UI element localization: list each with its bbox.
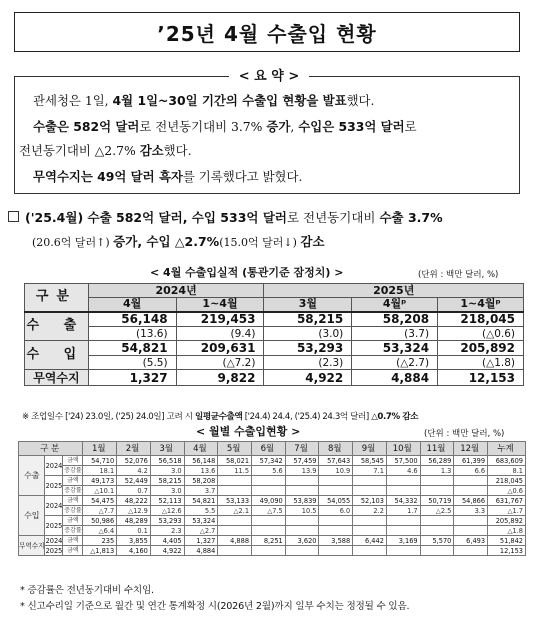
table1-cell: 219,453: [176, 312, 264, 327]
table1-rate-cell: (3.7): [352, 327, 438, 341]
summary-text: 를 기록했다고 밝혔다.: [182, 169, 303, 184]
table2-cell: [218, 526, 252, 536]
table2-month-header: 10월: [386, 442, 420, 456]
summary-bold-text: 증가: [266, 119, 291, 134]
table1-unit: (단위 : 백만 달러, %): [418, 270, 499, 280]
table2-category: 수입: [19, 496, 45, 536]
table2-cell: [218, 546, 252, 556]
table2-cell: △12.6: [150, 506, 184, 516]
table2-kind: 증감률: [64, 486, 82, 494]
table2-cell: [353, 546, 387, 556]
table2-cell: 3.0: [150, 466, 184, 476]
table2-year: 2025: [45, 516, 63, 536]
table2-cell: [454, 546, 488, 556]
checkbox-icon: [8, 211, 19, 222]
table2-cell: [420, 526, 454, 536]
table2-month-header: 누계: [488, 442, 526, 456]
table2-cell: 52,103: [353, 496, 387, 506]
table2-cell: 49,090: [252, 496, 286, 506]
footnote-1: * 증감률은 전년동기대비 수치임.: [20, 585, 154, 596]
table2-row: [19, 466, 526, 476]
bullet-text: (15.0억 달러↓): [219, 236, 301, 249]
table1-cell: 1,327: [88, 370, 176, 386]
table2-cell: △1.7: [488, 506, 526, 516]
table2-cell: [252, 476, 286, 486]
table2-cell: [285, 486, 319, 496]
table2-cell: 4,405: [150, 536, 184, 546]
table2-cell: [353, 526, 387, 536]
table2-cell: [319, 526, 353, 536]
table2-cell: 13.9: [285, 466, 319, 476]
table2-cell: [454, 486, 488, 496]
table2-cell: [252, 486, 286, 496]
table2-cell: 6.0: [319, 506, 353, 516]
table2-month-header: 5월: [218, 442, 252, 456]
table2-cell: 10.9: [319, 466, 353, 476]
table2-cell: △1.8: [488, 526, 526, 536]
table2-cell: 54,710: [83, 456, 117, 466]
table2-cell: 54,475: [83, 496, 117, 506]
table1-rate-cell: (△7.2): [176, 356, 264, 370]
table2-month-header: 1월: [83, 442, 117, 456]
table2-cell: 1.3: [420, 466, 454, 476]
table2-row: [19, 526, 526, 536]
table2-month-header: 7월: [285, 442, 319, 456]
summary-bold-text: 수출은 582억 달러: [33, 119, 140, 134]
summary-bold-text: 감소: [139, 143, 164, 158]
table2-cell: 218,045: [488, 476, 526, 486]
table2-month-header: 8월: [319, 442, 353, 456]
table2-cell: [218, 516, 252, 526]
table2-cell: 4,922: [150, 546, 184, 556]
table2-cell: △0.6: [488, 486, 526, 496]
table1-cell: 53,324: [352, 341, 438, 356]
monthly-trade-table: [18, 441, 526, 556]
table2-month-header: 12월: [454, 442, 488, 456]
table1-cell: 209,631: [176, 341, 264, 356]
table2-row: [19, 496, 526, 506]
table2-cell: [319, 476, 353, 486]
table2-cell: [353, 476, 387, 486]
table2-category: 무역수지: [19, 536, 45, 556]
table2-cell: [454, 516, 488, 526]
note-text: ※ 조업일수 ['24) 23.0일, ('25) 24.0일] 고려 시: [22, 412, 195, 422]
table2-cell: 0.7: [117, 486, 151, 496]
table2-cell: 57,643: [319, 456, 353, 466]
table2-cell: 57,500: [386, 456, 420, 466]
table2-cell: △6.4: [83, 526, 117, 536]
table1-cell: 54,821: [88, 341, 176, 356]
table2-cell: [353, 516, 387, 526]
table2-month-header: 11월: [420, 442, 454, 456]
table2-month-header: 4월: [184, 442, 218, 456]
table1-cell: 9,822: [176, 370, 264, 386]
table2-cell: 3,620: [285, 536, 319, 546]
table2-cell: 6.6: [454, 466, 488, 476]
table2-kind: 금액: [63, 516, 83, 526]
table2-cell: 58,215: [150, 476, 184, 486]
table2-cell: 54,821: [184, 496, 218, 506]
table2-cell: 205,892: [488, 516, 526, 526]
table1-header-2025: 2025년: [264, 284, 524, 298]
table2-title: < 월별 수출입현황 >: [196, 425, 301, 438]
table2-kind: 금액: [63, 536, 83, 546]
table2-kind: 증감률: [64, 466, 82, 474]
table1-col-header: 3월: [264, 298, 352, 312]
table2-cell: [420, 546, 454, 556]
table2-cell: △7.7: [83, 506, 117, 516]
table2-cell: 56,518: [150, 456, 184, 466]
table2-cell: [319, 486, 353, 496]
table1-row-label: 수 출: [25, 312, 89, 341]
bullet-bold-text: 수출 3.7%: [379, 210, 443, 225]
table2-cell: [420, 476, 454, 486]
summary-text: 전년동기대비 △2.7%: [19, 143, 140, 158]
table2-cell: 6,493: [454, 536, 488, 546]
table2-row: [19, 516, 526, 526]
table1-row-label: 무역수지: [25, 370, 89, 386]
page-title: ’25년 4월 수출입 현황: [14, 12, 520, 52]
summary-text: 관세청은 1일,: [33, 93, 113, 108]
summary-text: 했다.: [346, 93, 375, 108]
table2-cell: [285, 546, 319, 556]
table2-cell: [285, 476, 319, 486]
table2-cell: 2.2: [353, 506, 387, 516]
summary-text: ,: [290, 119, 299, 134]
table2-cell: [218, 486, 252, 496]
summary-bold-text: 수입은 533억 달러: [298, 119, 405, 134]
table2-row: [19, 546, 526, 556]
table2-cell: 53,133: [218, 496, 252, 506]
table2-cell: [285, 526, 319, 536]
bullet-bold-text: 감소: [300, 234, 325, 249]
table1-rate-cell: (3.0): [264, 327, 352, 341]
table2-month-header: 2월: [117, 442, 151, 456]
summary-line-1: [33, 93, 374, 109]
table2-cell: 1,327: [184, 536, 218, 546]
table2-row: [19, 486, 526, 496]
table1-cell: 205,892: [438, 341, 524, 356]
table1-col-header: 4월ᵖ: [352, 298, 438, 312]
table2-cell: [386, 546, 420, 556]
summary-text: 로 전년동기대비 3.7%: [139, 119, 267, 134]
footnote-2: * 신고수리일 기준으로 월간 및 연간 통계확정 시(2026년 2월)까지 일부 수치는 정정될 수 있음.: [20, 601, 410, 612]
table1-cell: 56,148: [88, 312, 176, 327]
table2-cell: [252, 516, 286, 526]
bullet-text: 로 전년동기대비: [286, 210, 380, 225]
bullet-bold-text: 증가, 수입 △2.7%: [113, 234, 220, 249]
table2-cell: 3.7: [184, 486, 218, 496]
table2-cell: 683,609: [488, 456, 526, 466]
table2-cell: 4.6: [386, 466, 420, 476]
table2-cell: [353, 486, 387, 496]
table2-year: 2025: [45, 476, 63, 496]
table2-cell: 10.5: [285, 506, 319, 516]
table2-cell: 5.6: [252, 466, 286, 476]
table2-cell: 3,588: [319, 536, 353, 546]
summary-heading: < 요 약 >: [229, 67, 309, 87]
table2-cell: 53,324: [184, 516, 218, 526]
table1-row-label: 수 입: [25, 341, 89, 370]
table2-cell: [386, 476, 420, 486]
table2-cell: [454, 476, 488, 486]
table2-cell: 50,719: [420, 496, 454, 506]
table1-cell: 58,215: [264, 312, 352, 327]
table2-cell: 53,293: [150, 516, 184, 526]
table2-cell: 4,888: [218, 536, 252, 546]
table2-year: 2024: [45, 456, 63, 476]
table2-row: [19, 476, 526, 486]
table2-cell: 4,884: [184, 546, 218, 556]
table2-month-header: 6월: [252, 442, 286, 456]
summary-line-4: [33, 169, 302, 185]
table2-year: 2025: [45, 546, 63, 555]
table2-cell: 4.2: [117, 466, 151, 476]
table2-cell: 6,442: [353, 536, 387, 546]
table2-cell: △10.1: [83, 486, 117, 496]
table2-cell: △2.1: [218, 506, 252, 516]
table2-kind: 금액: [63, 476, 83, 486]
table1-rate-cell: (△1.8): [438, 356, 524, 370]
monthly-summary-table: [24, 283, 524, 386]
table2-cell: 58,021: [218, 456, 252, 466]
table1-header-gubun: 구분: [25, 284, 89, 312]
table2-cell: [386, 486, 420, 496]
table2-cell: 57,459: [285, 456, 319, 466]
table2-cell: 631,767: [488, 496, 526, 506]
table2-cell: 51,842: [488, 536, 526, 546]
table1-cell: 12,153: [438, 370, 524, 386]
table2-cell: 58,545: [353, 456, 387, 466]
table2-cell: [386, 516, 420, 526]
bullet-text: (20.6억 달러↑): [32, 236, 114, 249]
table2-cell: 52,076: [117, 456, 151, 466]
table2-cell: 1.7: [386, 506, 420, 516]
table2-row: [19, 456, 526, 466]
table2-cell: 11.5: [218, 466, 252, 476]
table1-rate-cell: (△0.6): [438, 327, 524, 341]
table2-row: [19, 536, 526, 546]
table1-rate-cell: (9.4): [176, 327, 264, 341]
table1-col-header: 4월: [88, 298, 176, 312]
table2-month-header: 9월: [353, 442, 387, 456]
table2-cell: 49,173: [83, 476, 117, 486]
table2-cell: 48,289: [117, 516, 151, 526]
summary-bold-text: 무역수지는 49억 달러 흑자: [33, 169, 183, 184]
table2-cell: [386, 526, 420, 536]
table1-row-balance: [25, 370, 524, 386]
table2-cell: 3.3: [454, 506, 488, 516]
table2-cell: [218, 476, 252, 486]
table2-cell: 4,160: [117, 546, 151, 556]
table2-cell: [285, 516, 319, 526]
table2-cell: 56,148: [184, 456, 218, 466]
table2-cell: △12.9: [117, 506, 151, 516]
table1-cell: 53,293: [264, 341, 352, 356]
table2-cell: 53,839: [285, 496, 319, 506]
table1-row-export: [25, 312, 524, 327]
table2-unit: (단위 : 백만 달러, %): [424, 429, 505, 439]
table2-kind: 금액: [63, 456, 83, 466]
table1-title: < 4월 수출입실적 (통관기준 잠정치) >: [150, 266, 344, 279]
table2-cell: 56,289: [420, 456, 454, 466]
workday-note: [22, 410, 418, 422]
table2-cell: [319, 516, 353, 526]
table2-cell: 54,332: [386, 496, 420, 506]
table2-header-row: [19, 442, 526, 456]
table2-cell: 61,399: [454, 456, 488, 466]
table2-cell: 2.3: [150, 526, 184, 536]
table2-cell: 13.6: [184, 466, 218, 476]
table1-cell: 218,045: [438, 312, 524, 327]
table2-year: 2024: [45, 536, 63, 545]
table2-cell: 5.5: [184, 506, 218, 516]
table2-cell: 54,866: [454, 496, 488, 506]
summary-line-3: [19, 143, 192, 159]
table1-rate-cell: (2.3): [264, 356, 352, 370]
table2-cell: 7.1: [353, 466, 387, 476]
table2-cell: △1,813: [83, 546, 117, 556]
table2-cell: [252, 546, 286, 556]
table1-cell: 4,922: [264, 370, 352, 386]
table2-row: [19, 506, 526, 516]
table2-cell: 58,208: [184, 476, 218, 486]
table2-cell: 52,113: [150, 496, 184, 506]
summary-bold-text: 4월 1일~30일 기간의 수출입 현황을 발표: [112, 93, 347, 108]
table2-cell: 57,342: [252, 456, 286, 466]
table2-cell: [420, 516, 454, 526]
table2-cell: 3.0: [150, 486, 184, 496]
table2-cell: 18.1: [83, 466, 117, 476]
summary-box: [14, 69, 520, 194]
table2-category: 수출: [19, 456, 45, 496]
note-text: ['24.4) 24.4, ('25.4) 24.3억 달러]: [242, 412, 372, 422]
bullet-bold-text: ('25.4월) 수출 582억 달러, 수입 533억 달러: [25, 210, 287, 225]
bullet-line-1: [8, 210, 443, 226]
table2-cell: [420, 486, 454, 496]
table1-header-2024: 2024년: [88, 284, 264, 298]
table2-cell: 3,855: [117, 536, 151, 546]
table2-month-header: 3월: [150, 442, 184, 456]
table1-cell: 58,208: [352, 312, 438, 327]
table2-cell: 235: [83, 536, 117, 546]
table1-col-header: 1~4월ᵖ: [438, 298, 524, 312]
table2-cell: 3,169: [386, 536, 420, 546]
table2-cell: △7.5: [252, 506, 286, 516]
table2-cell: [319, 546, 353, 556]
table1-rate-cell: (13.6): [88, 327, 176, 341]
table2-kind: 증감률: [64, 526, 82, 534]
summary-text: 로: [404, 119, 417, 134]
table2-cell: 5,570: [420, 536, 454, 546]
table2-cell: 8.1: [488, 466, 526, 476]
table2-cell: [252, 526, 286, 536]
table2-cell: △2.5: [420, 506, 454, 516]
summary-line-2: [33, 119, 417, 135]
note-bold-text: 일평균수출액: [194, 412, 243, 422]
table2-cell: 54,055: [319, 496, 353, 506]
table1-col-header: 1~4월: [176, 298, 264, 312]
table1-row-import: [25, 341, 524, 356]
table2-cell: △2.7: [184, 526, 218, 536]
table2-year: 2024: [45, 496, 63, 516]
table2-cell: 12,153: [488, 546, 526, 556]
table2-kind: 금액: [63, 546, 83, 556]
table1-row-import-rate: [25, 356, 524, 370]
table1-cell: 4,884: [352, 370, 438, 386]
summary-text: 했다.: [163, 143, 192, 158]
table2-kind: 증감률: [64, 506, 82, 514]
table1-rate-cell: (5.5): [88, 356, 176, 370]
bullet-line-2: [32, 234, 325, 251]
table2-cell: 50,986: [83, 516, 117, 526]
table2-kind: 금액: [63, 496, 83, 506]
table2-header-gubun: 구 분: [19, 442, 83, 456]
table2-cell: 8,251: [252, 536, 286, 546]
table2-cell: 48,222: [117, 496, 151, 506]
table2-cell: 0.1: [117, 526, 151, 536]
table1-rate-cell: (△2.7): [352, 356, 438, 370]
table2-cell: [454, 526, 488, 536]
table1-row-export-rate: [25, 327, 524, 341]
note-bold-text: △0.7% 감소: [371, 412, 419, 422]
table2-cell: 52,449: [117, 476, 151, 486]
